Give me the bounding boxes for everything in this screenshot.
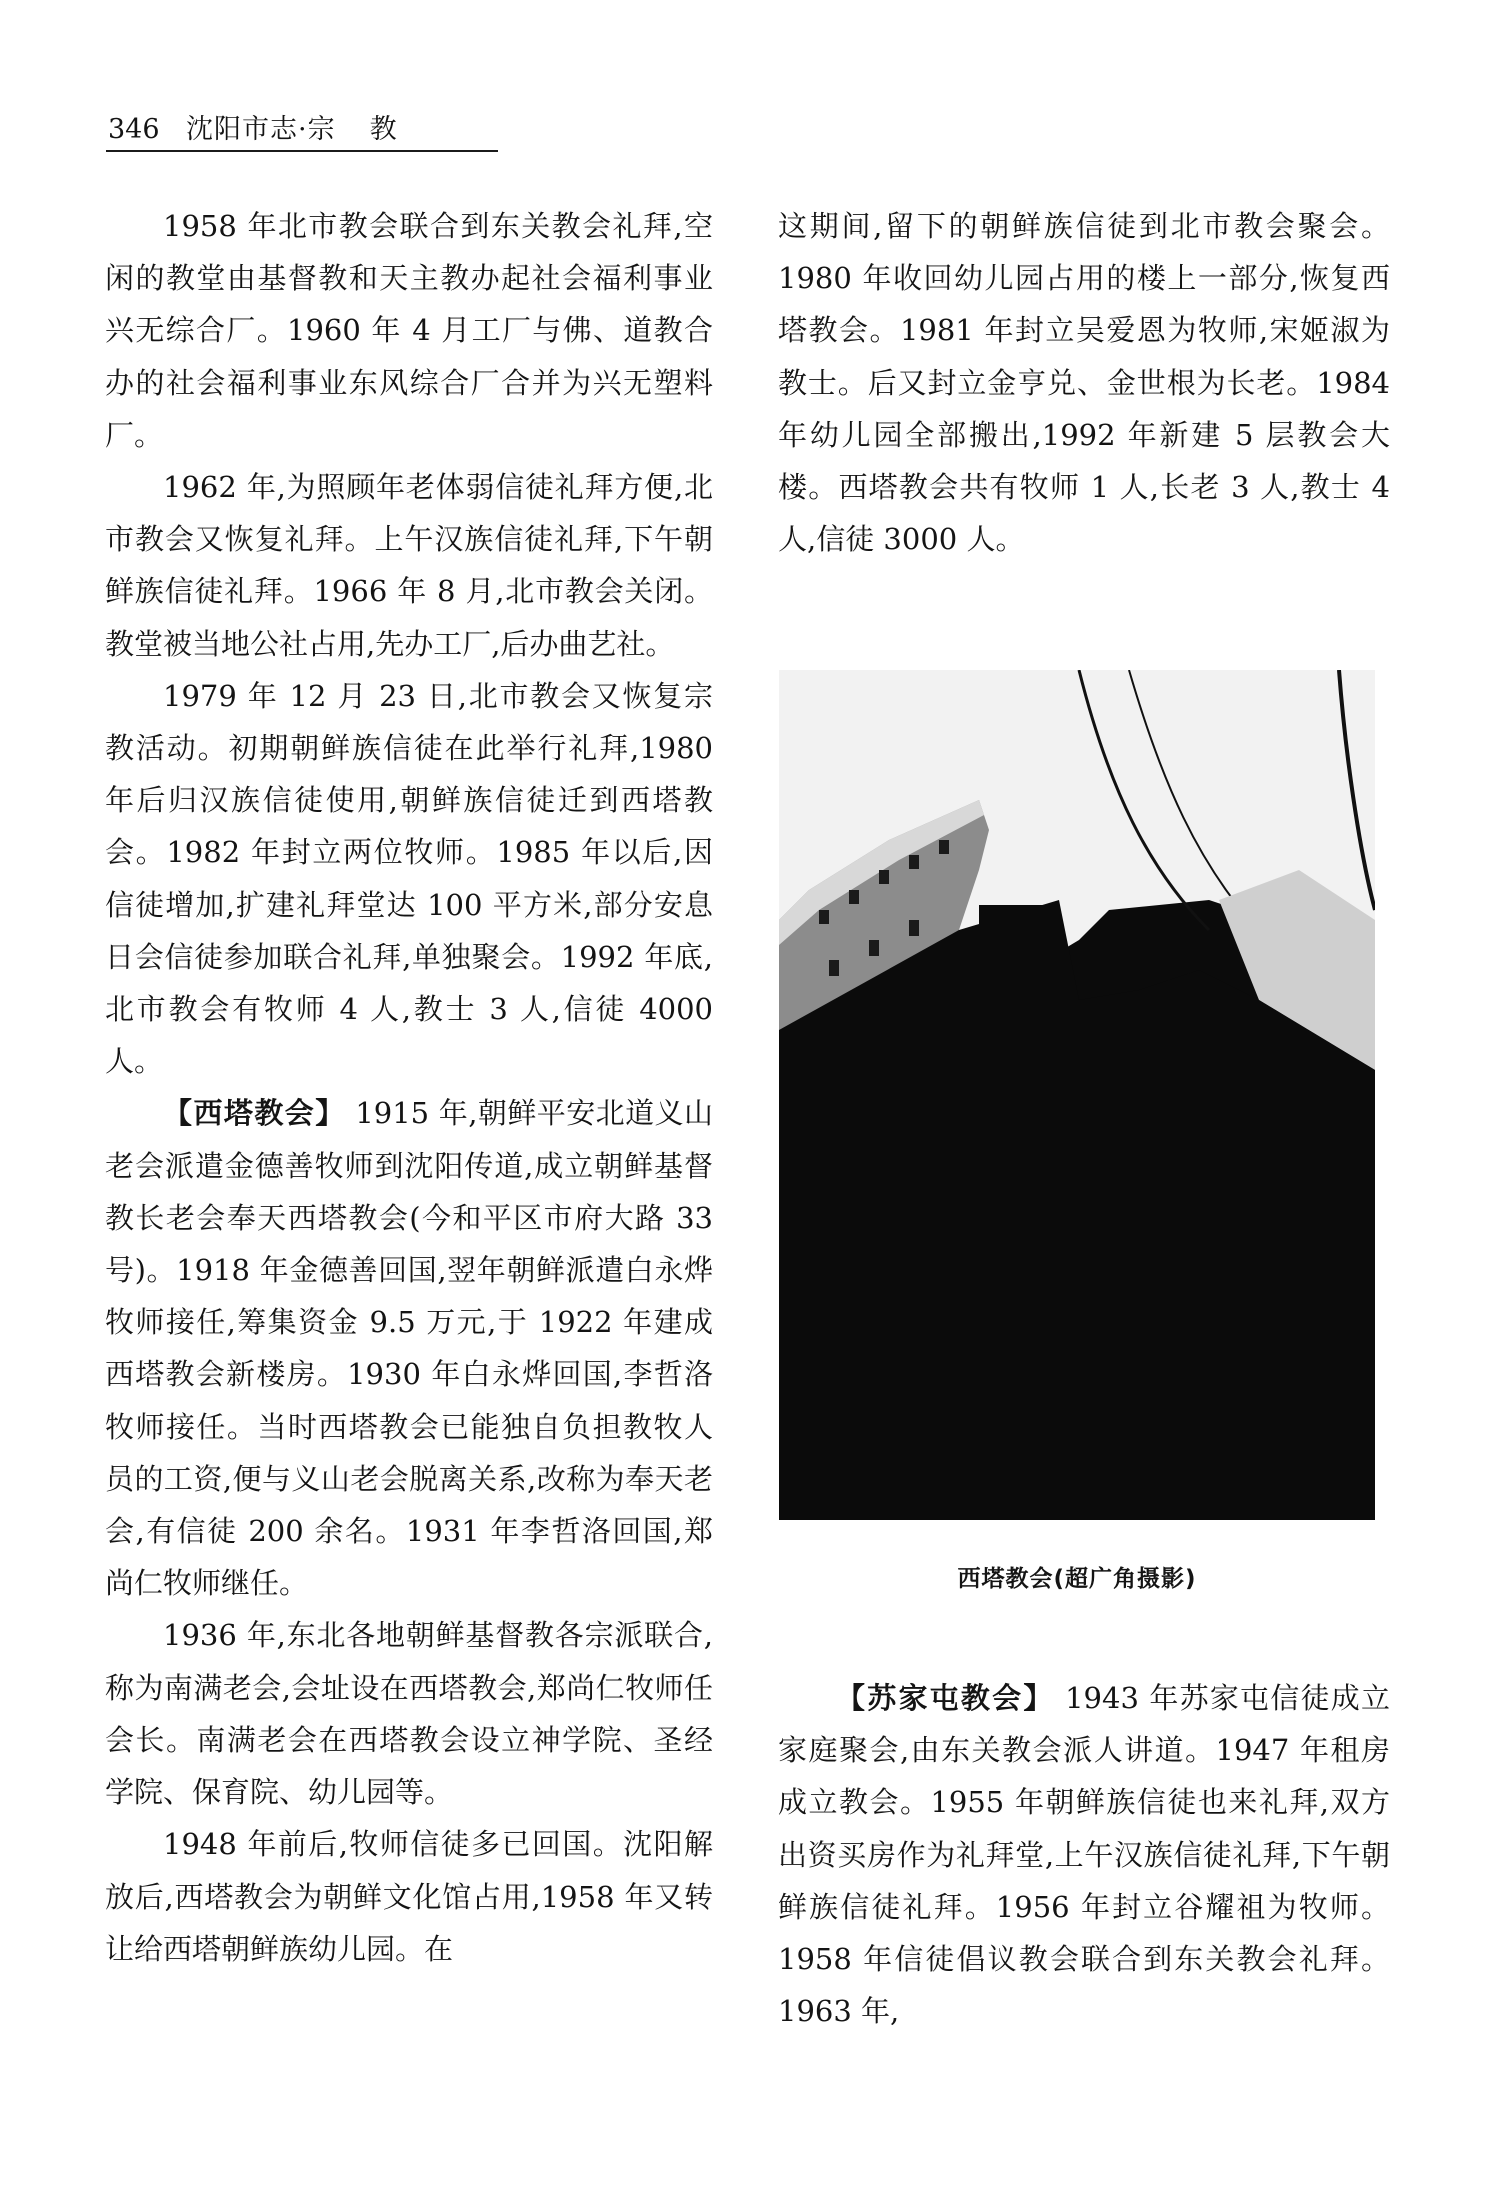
paragraph: 1936 年,东北各地朝鲜基督教各宗派联合,称为南满老会,会址设在西塔教会,郑尚仁牧师任会长。南满老会在西塔教会设立神学院、圣经学院、保育院、幼儿园等。 [105, 1618, 713, 1810]
xita-entry-body: 1915 年,朝鲜平安北道义山老会派遣金德善牧师到沈阳传道,成立朝鲜基督教长老会奉天西塔教会(今和平区市府大路 33 号)。1918 年金德善回国,翌年朝鲜派遣白永烨牧师接任,筹集资金 9.5 万元,于 1922 年建成西塔教会新楼房。1930 年白永烨回国,李哲洛牧师接任。当时西塔教会已能独自负担教牧人员的工资,便与义山老会脱离关系,改称为奉天老会,有信徒 200 余名。1931 年李哲洛回国,郑尚仁牧师继任。 [105, 1096, 713, 1601]
paragraph: 1979 年 12 月 23 日,北市教会又恢复宗教活动。初期朝鲜族信徒在此举行礼拜,1980 年后归汉族信徒使用,朝鲜族信徒迁到西塔教会。1982 年封立两位牧师。1985 年以后,因信徒增加,扩建礼拜堂达 100 平方米,部分安息日会信徒参加联合礼拜,单独聚会。1992 年底,北市教会有牧师 4 人,教士 3 人,信徒 4000 人。 [105, 678, 713, 1079]
page-number: 346 [108, 114, 160, 145]
paragraph: 这期间,留下的朝鲜族信徒到北市教会聚会。1980 年收回幼儿园占用的楼上一部分,恢复西塔教会。1981 年封立吴爱恩为牧师,宋姬淑为教士。后又封立金亨兑、金世根为长老。1984 年幼儿园全部搬出,1992 年新建 5 层教会大楼。西塔教会共有牧师 1 人,长老 3 人,教士 4 人,信徒 3000 人。 [778, 209, 1390, 557]
paragraph: 1948 年前后,牧师信徒多已回国。沈阳解放后,西塔教会为朝鲜文化馆占用,1958 年又转让给西塔朝鲜族幼儿园。在 [105, 1827, 713, 1966]
paragraph: 1958 年北市教会联合到东关教会礼拜,空闲的教堂由基督教和天主教办起社会福利事业兴无综合厂。1960 年 4 月工厂与佛、道教合办的社会福利事业东风综合厂合并为兴无塑料厂。 [105, 209, 713, 452]
paragraph: 1962 年,为照顾年老体弱信徒礼拜方便,北市教会又恢复礼拜。上午汉族信徒礼拜,下午朝鲜族信徒礼拜。1966 年 8 月,北市教会关闭。教堂被当地公社占用,先办工厂,后办曲艺社。 [105, 470, 713, 661]
sujiatun-entry-heading: 【苏家屯教会】 [836, 1681, 1055, 1715]
section-name: 教 [369, 114, 397, 145]
photo-illustration [779, 670, 1375, 1520]
right-column-bottom [778, 1672, 1390, 2037]
xita-entry-paragraph [105, 1087, 713, 1609]
running-head [108, 112, 500, 148]
photo-caption: 西塔教会(超广角摄影) [957, 1566, 1197, 1592]
left-column [105, 200, 713, 1975]
xita-entry-heading: 【西塔教会】 [163, 1096, 346, 1131]
header-rule [106, 150, 498, 152]
book-title: 沈阳市志·宗 [186, 114, 336, 145]
xita-church-photo [779, 670, 1375, 1520]
sujiatun-entry-body: 1943 年苏家屯信徒成立家庭聚会,由东关教会派人讲道。1947 年租房成立教会。1955 年朝鲜族信徒也来礼拜,双方出资买房作为礼拜堂,上午汉族信徒礼拜,下午朝鲜族信徒礼拜。1956 年封立谷耀祖为牧师。1958 年信徒倡议教会联合到东关教会礼拜。1963 年, [778, 1681, 1390, 2029]
sujiatun-entry-paragraph [778, 1672, 1390, 2037]
right-column-top [778, 200, 1390, 565]
